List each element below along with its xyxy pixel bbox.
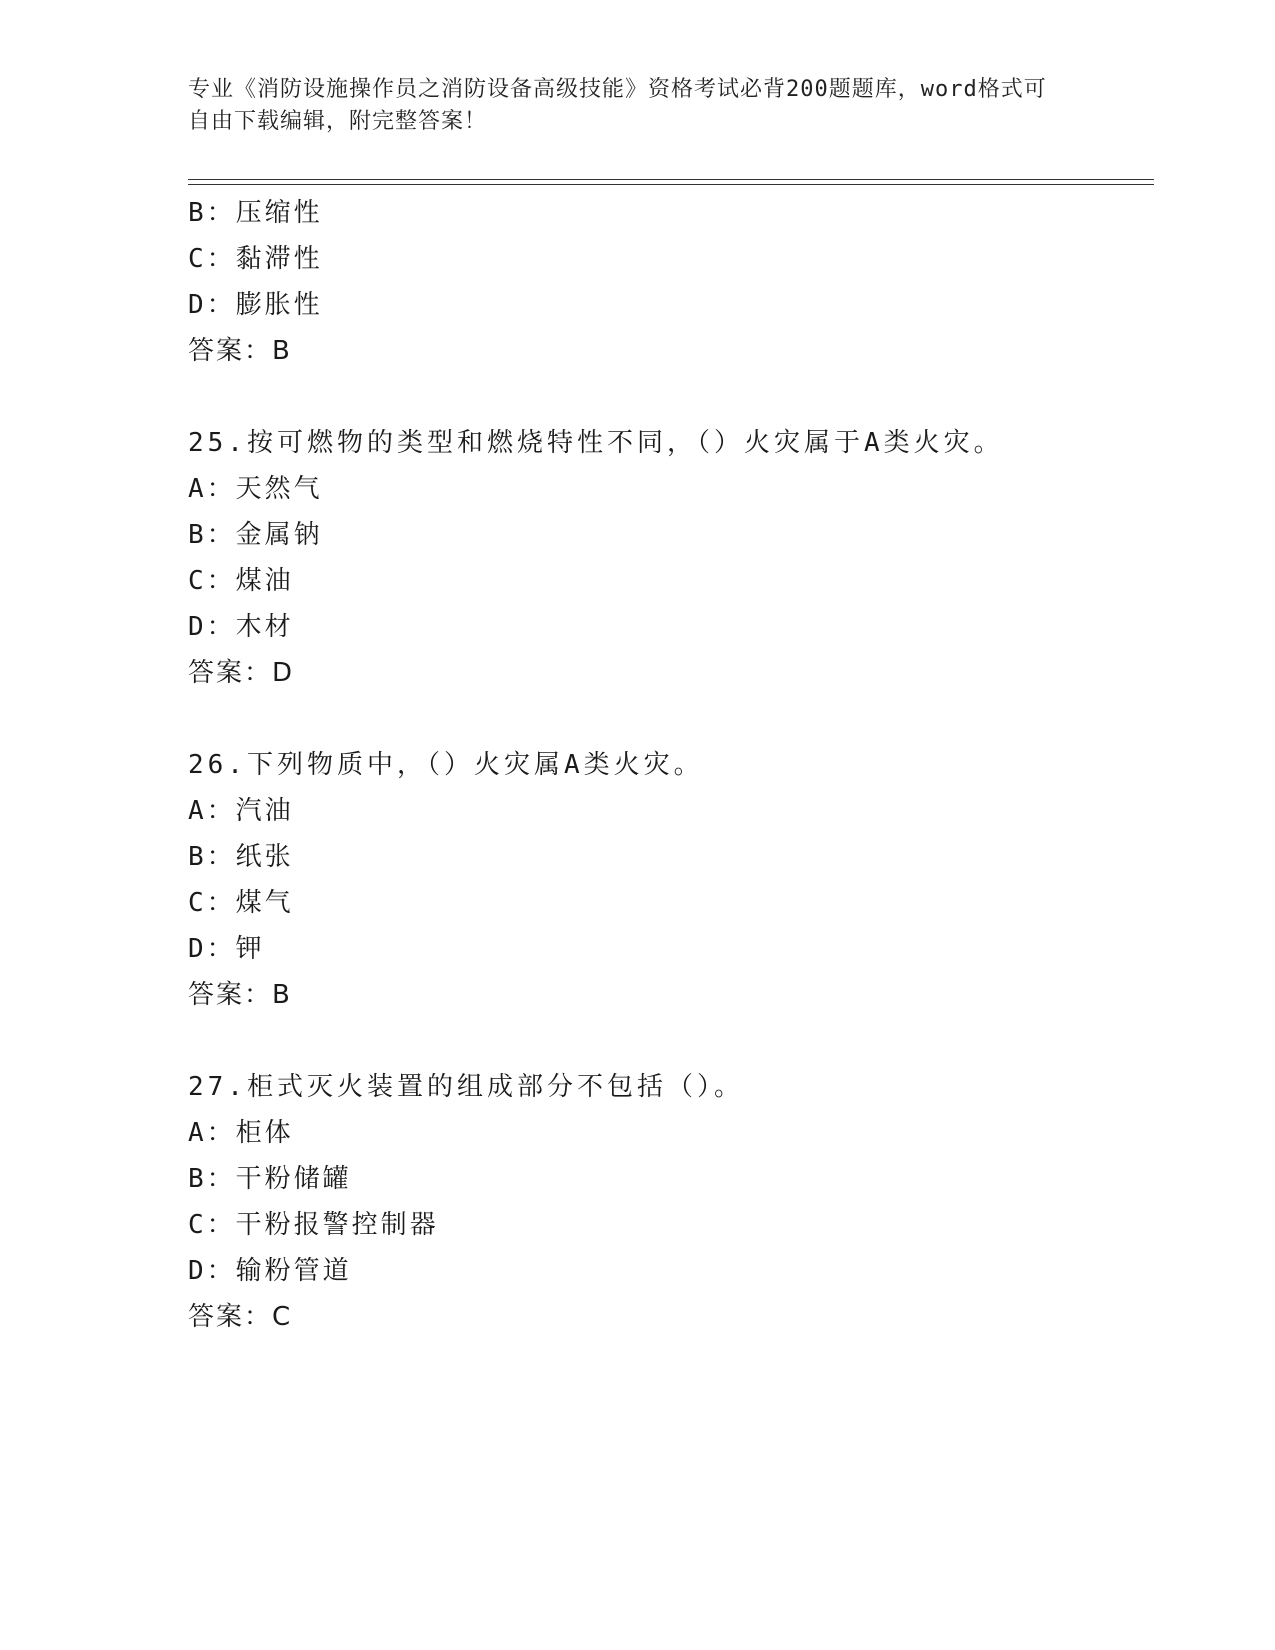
answer-line: 答案：C <box>188 1302 293 1332</box>
option-b: B：纸张 <box>188 842 294 872</box>
option-d: D：输粉管道 <box>188 1256 352 1286</box>
option-a: A：汽油 <box>188 796 294 826</box>
question-27 <box>188 1064 1148 1340</box>
question-26 <box>188 742 1148 1018</box>
option-b: B：金属钠 <box>188 520 323 550</box>
option-c: C：煤油 <box>188 566 294 596</box>
answer-line: 答案：D <box>188 658 295 688</box>
partial-question <box>188 190 1148 374</box>
question-25 <box>188 420 1148 696</box>
question-stem: 27.柜式灭火装置的组成部分不包括（）。 <box>188 1072 744 1102</box>
question-list <box>188 190 1148 1340</box>
question-stem: 26.下列物质中，（）火灾属A类火灾。 <box>188 750 704 780</box>
option-a: A：天然气 <box>188 474 323 504</box>
option-a: A：柜体 <box>188 1118 294 1148</box>
answer-line: 答案：B <box>188 336 292 366</box>
option-d: D：膨胀性 <box>188 290 323 320</box>
header-divider <box>188 179 1154 185</box>
answer-line: 答案：B <box>188 980 292 1010</box>
option-b: B：干粉储罐 <box>188 1164 352 1194</box>
option-d: D：钾 <box>188 934 265 964</box>
question-stem: 25.按可燃物的类型和燃烧特性不同，（）火灾属于A类火灾。 <box>188 428 1004 458</box>
header-title: 专业《消防设施操作员之消防设备高级技能》资格考试必背200题题库，word格式可自由下载编辑，附完整答案！ <box>188 77 1047 134</box>
option-b: B：压缩性 <box>188 198 323 228</box>
option-c: C：干粉报警控制器 <box>188 1210 439 1240</box>
option-d: D：木材 <box>188 612 294 642</box>
option-c: C：煤气 <box>188 888 294 918</box>
document-header <box>188 74 1068 138</box>
option-c: C：黏滞性 <box>188 244 323 274</box>
